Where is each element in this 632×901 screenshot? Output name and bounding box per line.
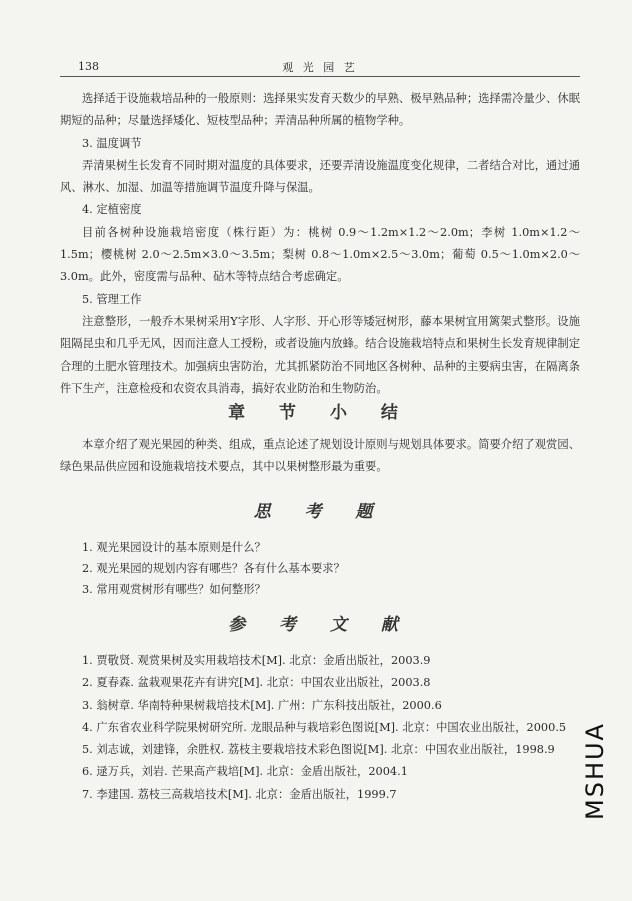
watermark: MSHUA xyxy=(581,722,609,820)
reference-item: 2. 夏春森. 盆栽观果花卉有讲究[M]. 北京：中国农业出版社，2003.8 xyxy=(82,676,431,690)
summary-text: 本章介绍了观光果园的种类、组成，重点论述了规划设计原则与规划具体要求。简要介绍了观赏园、绿色果品供应园和设施栽培技术要点，其中以果树整形最为重要。 xyxy=(60,438,580,474)
reference-item: 6. 逯万兵，刘岩. 芒果高产栽培[M]. 北京：金盾出版社，2004.1 xyxy=(82,765,408,779)
reference-item: 3. 翁树章. 华南特种果树栽培技术[M]. 广州：广东科技出版社，2000.6 xyxy=(82,698,442,712)
reference-item: 4. 广东省农业科学院果树研究所. 龙眼品种与栽培彩色图说[M]. 北京：中国农业出版社，2000.5 xyxy=(82,720,567,734)
page-number: 138 xyxy=(78,60,99,73)
running-title: 观 光 园 艺 xyxy=(282,61,358,74)
page-header xyxy=(60,58,580,77)
question-item: 3. 常用观赏树形有哪些？如何整形？ xyxy=(82,583,266,596)
references-heading: 参 考 文 献 xyxy=(228,615,412,635)
section-heading-temperature: 3. 温度调节 xyxy=(82,136,142,150)
reference-item: 1. 贾敬贤. 观赏果树及实用栽培技术[M]. 北京：金盾出版社，2003.9 xyxy=(82,654,431,667)
paragraph-density: 目前各树种设施栽培密度（株行距）为：桃树 0.9～1.2m×1.2～2.0m；李树 1.0m×1.2～1.5m；樱桃树 2.0～2.5m×3.0～3.5m；梨树 0.8～1.0m×2.5～3.0m；葡萄 0.5～1.0m×2.0～3.0m。此外，密度需与品种、砧木等特点结合考虑确定。 xyxy=(60,225,580,284)
questions-heading: 思 考 题 xyxy=(253,502,387,522)
questions-list xyxy=(60,537,580,600)
summary-section xyxy=(60,434,580,479)
paragraph-variety-selection: 选择适于设施栽培品种的一般原则：选择果实发育天数少的早熟、极早熟品种；选择需冷量少、休眠期短的品种；尽量选择矮化、短枝型品种；弄清品种所属的植物学种。 xyxy=(60,92,580,128)
body-text xyxy=(60,88,580,400)
summary-heading: 章 节 小 结 xyxy=(228,403,412,423)
section-heading-management: 5. 管理工作 xyxy=(82,292,142,306)
reference-item: 5. 刘志诚，刘建锋，余胜权. 荔枝主要栽培技术彩色图说[M]. 北京：中国农业出版社，1998.9 xyxy=(82,743,555,757)
references-list xyxy=(60,650,580,806)
reference-item: 7. 李建国. 荔枝三高栽培技术[M]. 北京：金盾出版社，1999.7 xyxy=(82,787,397,801)
paragraph-temperature: 弄清果树生长发育不同时期对温度的具体要求，还要弄清设施温度变化规律，二者结合对比，通过通风、淋水、加湿、加温等措施调节温度升降与保温。 xyxy=(60,158,580,195)
section-heading-density: 4. 定植密度 xyxy=(82,203,142,217)
paragraph-management: 注意整形，一般乔木果树采用Y字形、人字形、开心形等矮冠树形，藤本果树宜用篱架式整形。设施阻隔昆虫和几乎无风，因而注意人工授粉，或者设施内放蜂。结合设施栽培特点和果树生长发育规律制定合理的土肥水管理技术。加强病虫害防治，尤其抓紧防治不同地区各树种、品种的主要病虫害，在隔离条件下生产，注意检疫和农资农具消毒，搞好农业防治和生物防治。 xyxy=(60,314,580,395)
question-item: 2. 观光果园的规划内容有哪些？各有什么基本要求？ xyxy=(82,562,345,575)
question-item: 1. 观光果园设计的基本原则是什么？ xyxy=(82,541,266,554)
